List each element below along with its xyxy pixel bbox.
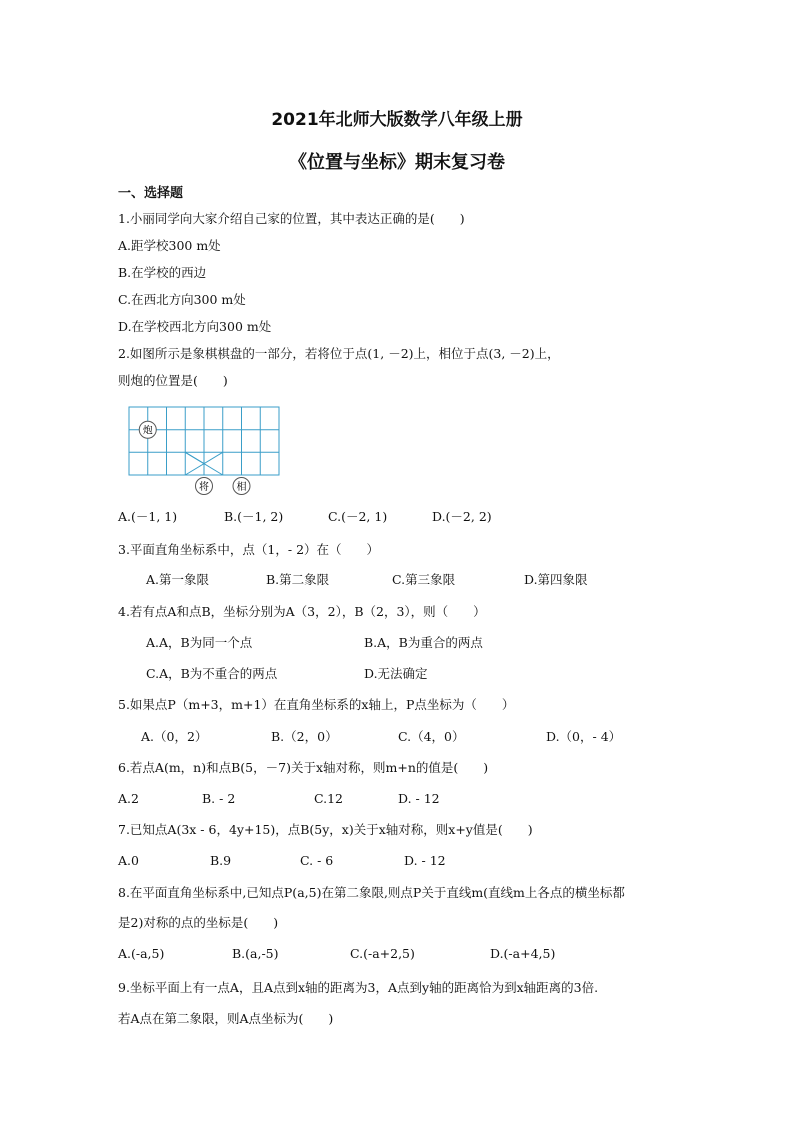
question-2-option-a: A.(－1, 1) — [118, 509, 178, 524]
question-5-option-a: A.（0，2） — [141, 729, 208, 744]
question-6-stem: 6.若点A(m，n)和点B(5，－7)关于x轴对称，则m+n的值是( ) — [118, 760, 489, 775]
question-7-option-c: C. - 6 — [300, 853, 334, 868]
question-2-stem-line1: 2.如图所示是象棋棋盘的一部分，若将位于点(1, －2)上，相位于点(3, －2)上， — [118, 346, 560, 361]
jiang-label: 将 — [199, 481, 209, 493]
board-grid — [129, 407, 279, 475]
question-1-stem: 1.小丽同学向大家介绍自己家的位置，其中表达正确的是( ) — [118, 211, 465, 226]
xiang-label: 相 — [236, 481, 247, 493]
question-8-option-c: C.(-a+2,5) — [350, 946, 415, 961]
question-6-option-a: A.2 — [118, 791, 139, 806]
question-6-option-d: D. - 12 — [398, 791, 440, 806]
question-6-option-b: B. - 2 — [202, 791, 236, 806]
question-8-option-a: A.(-a,5) — [118, 946, 165, 961]
question-8-option-b: B.(a,-5) — [232, 946, 279, 961]
question-7-stem: 7.已知点A(3x - 6，4y+15)，点B(5y，x)关于x轴对称，则x+y值是( ) — [118, 822, 533, 837]
question-4-option-d: D.无法确定 — [364, 666, 428, 681]
question-4-option-b: B.A，B为重合的两点 — [364, 635, 483, 650]
question-2-option-b: B.(－1, 2) — [224, 509, 284, 524]
question-1-option-b: B.在学校的西边 — [118, 265, 207, 280]
question-2-option-d: D.(－2, 2) — [432, 509, 492, 524]
question-2-option-c: C.(－2, 1) — [328, 509, 388, 524]
jiang-piece — [196, 478, 213, 495]
question-5-option-c: C.（4，0） — [398, 729, 465, 744]
question-1-option-a: A.距学校300 m处 — [118, 238, 221, 253]
question-3-option-d: D.第四象限 — [524, 572, 588, 587]
question-6-option-c: C.12 — [314, 791, 343, 806]
chess-board-figure — [127, 405, 287, 497]
question-4-option-a: A.A，B为同一个点 — [146, 635, 253, 650]
question-5-option-b: B.（2，0） — [271, 729, 338, 744]
pao-piece — [139, 421, 156, 438]
question-7-option-a: A.0 — [118, 853, 139, 868]
pao-label: 炮 — [142, 425, 153, 437]
question-1-option-c: C.在西北方向300 m处 — [118, 292, 246, 307]
question-7-option-d: D. - 12 — [404, 853, 446, 868]
question-1-option-d: D.在学校西北方向300 m处 — [118, 319, 272, 334]
page-title: 2021年北师大版数学八年级上册 — [271, 110, 523, 130]
question-9-stem-line2: 若A点在第二象限，则A点坐标为( ) — [118, 1011, 334, 1026]
question-8-option-d: D.(-a+4,5) — [490, 946, 556, 961]
question-2-stem-line2: 则炮的位置是( ) — [118, 373, 228, 388]
xiang-piece — [233, 478, 250, 495]
question-5-option-d: D.（0，- 4） — [546, 729, 622, 744]
question-3-option-a: A.第一象限 — [146, 572, 210, 587]
question-3-option-b: B.第二象限 — [266, 572, 330, 587]
page-subtitle: 《位置与坐标》期末复习卷 — [289, 152, 505, 173]
section-heading: 一、选择题 — [118, 186, 184, 201]
question-9-stem-line1: 9.坐标平面上有一点A，且A点到x轴的距离为3，A点到y轴的距离恰为到x轴距离的3倍. — [118, 980, 599, 995]
question-4-option-c: C.A，B为不重合的两点 — [146, 666, 278, 681]
question-8-stem-line2: 是2)对称的点的坐标是( ) — [118, 915, 279, 930]
question-3-stem: 3.平面直角坐标系中，点（1，- 2）在（ ） — [118, 542, 380, 557]
question-8-stem-line1: 8.在平面直角坐标系中,已知点P(a,5)在第二象限,则点P关于直线m(直线m上各点的横坐标都 — [118, 885, 625, 900]
question-4-stem: 4.若有点A和点B，坐标分别为A（3，2），B（2，3），则（ ） — [118, 604, 486, 619]
question-3-option-c: C.第三象限 — [392, 572, 456, 587]
question-5-stem: 5.如果点P（m+3，m+1）在直角坐标系的x轴上，P点坐标为（ ） — [118, 697, 515, 712]
question-7-option-b: B.9 — [210, 853, 232, 868]
